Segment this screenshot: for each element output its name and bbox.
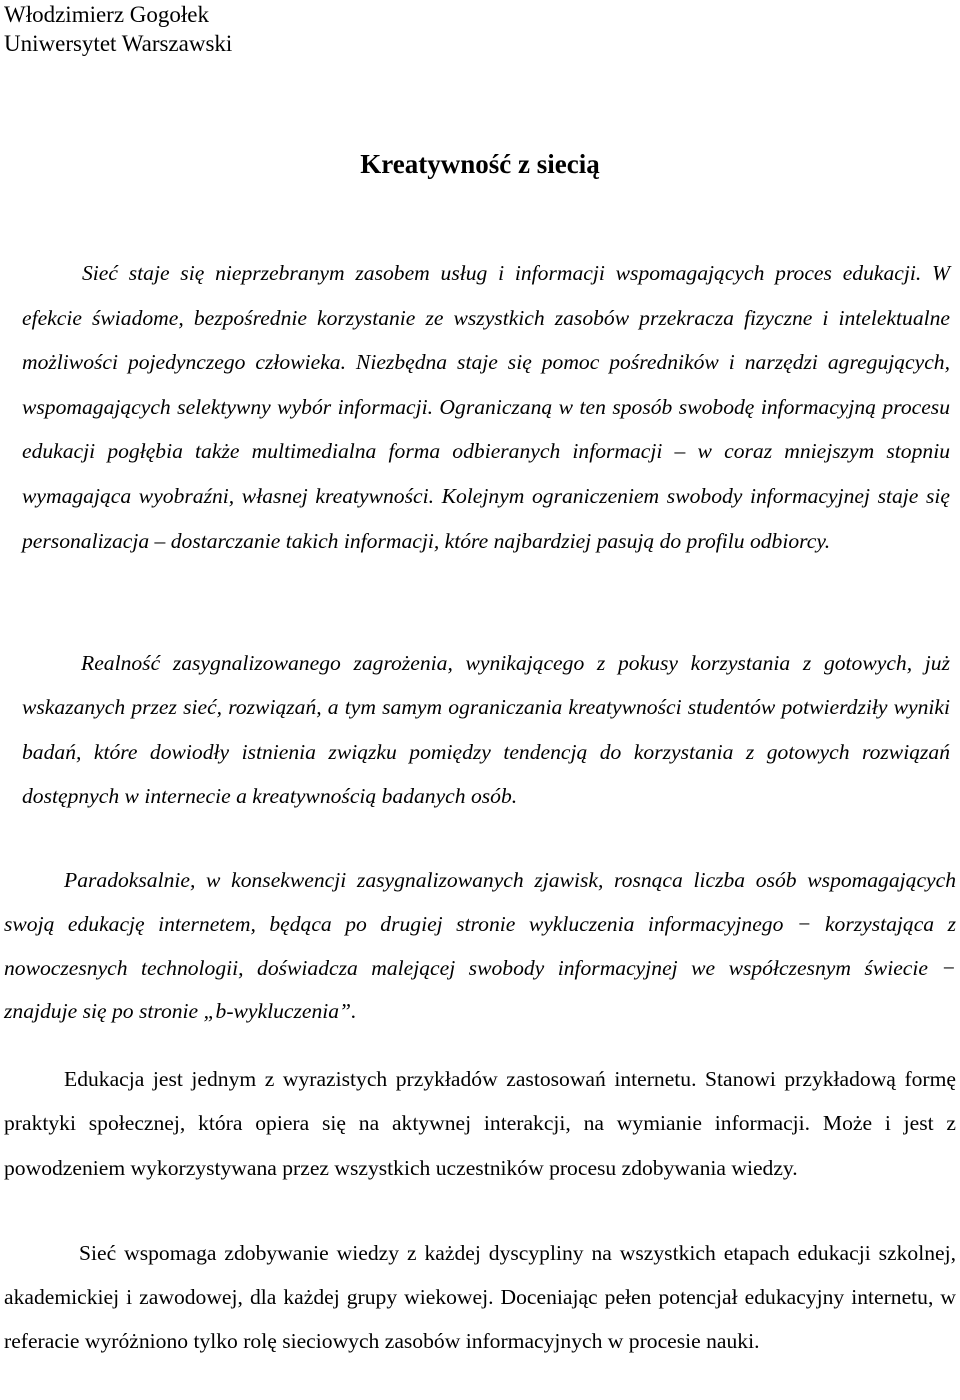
document-title: Kreatywność z siecią [360,149,600,179]
paragraph-abstract-1: Sieć staje się nieprzebranym zasobem usług i informacji wspomagających proces edukacji. W efekcie świadome, bezpośrednie korzystanie ze wszystkich zasobów przekracza fizyczne i intelektualne możliwości pojedynczego człowieka. Niezbędna staje się pomoc pośredników i narzędzi agregujących, wspomagających selektywny wybór informacji. Ograniczaną w ten sposób swobodę informacyjną procesu edukacji pogłębia także multimedialna forma odbieranych informacji – w coraz mniejszym stopniu wymagająca wyobraźni, własnej kreatywności. Kolejnym ograniczeniem swobody informacyjnej staje się personalizacja – dostarczanie takich informacji, które najbardziej pasują do profilu odbiorcy. [22,261,950,553]
paragraph-abstract-2: Realność zasygnalizowanego zagrożenia, wynikającego z pokusy korzystania z gotowych, już wskazanych przez sieć, rozwiązań, a tym samym ograniczania kreatywności studentów potwierdziły wyniki badań, które dowiodły istnienia związku pomiędzy tendencją do korzystania z gotowych rozwiązań dostępnych w internecie a kreatywnością badanych osób. [22,651,950,809]
paragraph-abstract-3: Paradoksalnie, w konsekwencji zasygnalizowanych zjawisk, rosnąca liczba osób wspomagających swoją edukację internetem, będąca po drugiej stronie wykluczenia informacyjnego − korzystająca z nowoczesnych technologii, doświadcza malejącej swobody informacyjnej we współczesnym świecie − znajduje się po stronie „b-wykluczenia”. [4,868,956,1024]
author-affiliation: Uniwersytet Warszawski [4,31,233,56]
paragraph-body-1: Edukacja jest jednym z wyrazistych przykładów zastosowań internetu. Stanowi przykładową formę praktyki społecznej, która opiera się na aktywnej interakcji, na wymianie informacji. Może i jest z powodzeniem wykorzystywana przez wszystkich uczestników procesu zdobywania wiedzy. [4,1067,956,1180]
author-name: Włodzimierz Gogołek [4,2,210,27]
author-block [4,0,232,58]
paragraph-body-2: Sieć wspomaga zdobywanie wiedzy z każdej dyscypliny na wszystkich etapach edukacji szkolnej, akademickiej i zawodowej, dla każdej grupy wiekowej. Doceniając pełen potencjał edukacyjny internetu, w referacie wyróżniono tylko rolę sieciowych zasobów informacyjnych w procesie nauki. [4,1241,956,1353]
